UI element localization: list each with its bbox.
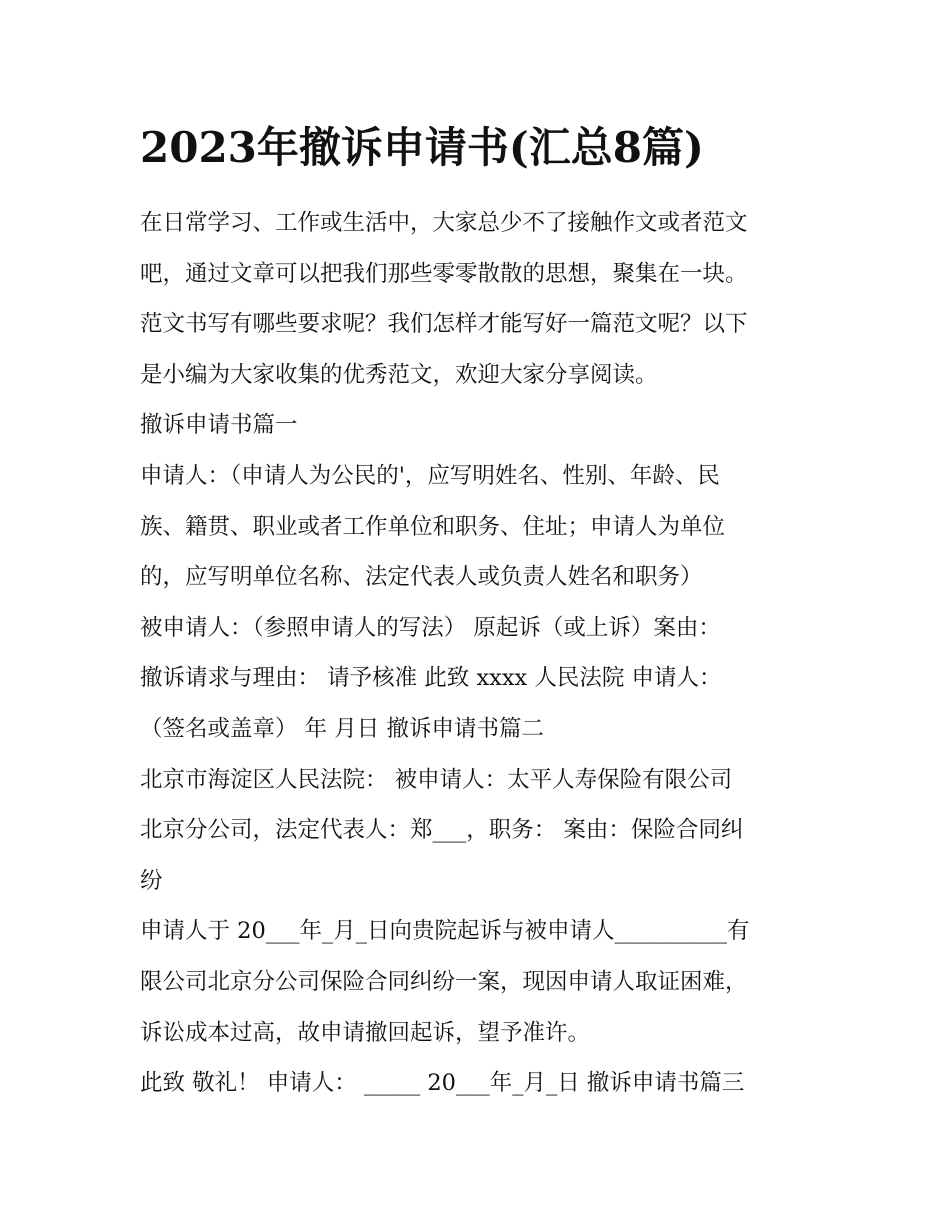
paragraph-line: （签名或盖章） 年 月日 撤诉申请书篇二 xyxy=(140,715,544,742)
paragraph-line: 是小编为大家收集的优秀范文，欢迎大家分享阅读。 xyxy=(140,361,658,388)
paragraph-line: 被申请人：（参照申请人的写法） 原起诉（或上诉）案由： xyxy=(140,614,721,641)
paragraph-line: 的，应写明单位名称、法定代表人或负责人姓名和职务） xyxy=(140,564,703,591)
paragraph-line: 范文书写有哪些要求呢？我们怎样才能写好一篇范文呢？以下 xyxy=(140,311,748,338)
paragraph-line: 申请人于 20___年_月_日向贵院起诉与被申请人__________有 xyxy=(140,918,750,945)
paragraph-line: 限公司北京分公司保险合同纠纷一案，现因申请人取证困难， xyxy=(140,968,748,995)
paragraph-line: 族、籍贯、职业或者工作单位和职务、住址；申请人为单位 xyxy=(140,513,726,540)
paragraph-line: 撤诉请求与理由： 请予核准 此致 xxxx 人民法院 申请人： xyxy=(140,665,722,692)
paragraph-line: 纷 xyxy=(140,867,163,894)
paragraph-line: 诉讼成本过高，故申请撤回起诉，望予准许。 xyxy=(140,1019,591,1046)
paragraph-line: 北京分公司，法定代表人：郑___，职务： 案由：保险合同纠 xyxy=(140,817,744,844)
paragraph-line: 北京市海淀区人民法院： 被申请人：太平人寿保险有限公司 xyxy=(140,766,733,793)
document-body xyxy=(140,198,820,1109)
paragraph-line: 此致 敬礼！ 申请人： _____ 20___年_月_日 撤诉申请书篇三 xyxy=(140,1070,745,1097)
paragraph-line: 在日常学习、工作或生活中，大家总少不了接触作文或者范文 xyxy=(140,210,748,236)
document-title: 2023年撤诉申请书(汇总8篇) xyxy=(140,123,704,172)
paragraph-line: 申请人：（申请人为公民的'，应写明姓名、性别、年龄、民 xyxy=(140,462,720,489)
paragraph-line: 吧，通过文章可以把我们那些零零散散的思想，聚集在一块。 xyxy=(140,260,748,287)
section-heading: 撤诉申请书篇一 xyxy=(140,412,298,439)
